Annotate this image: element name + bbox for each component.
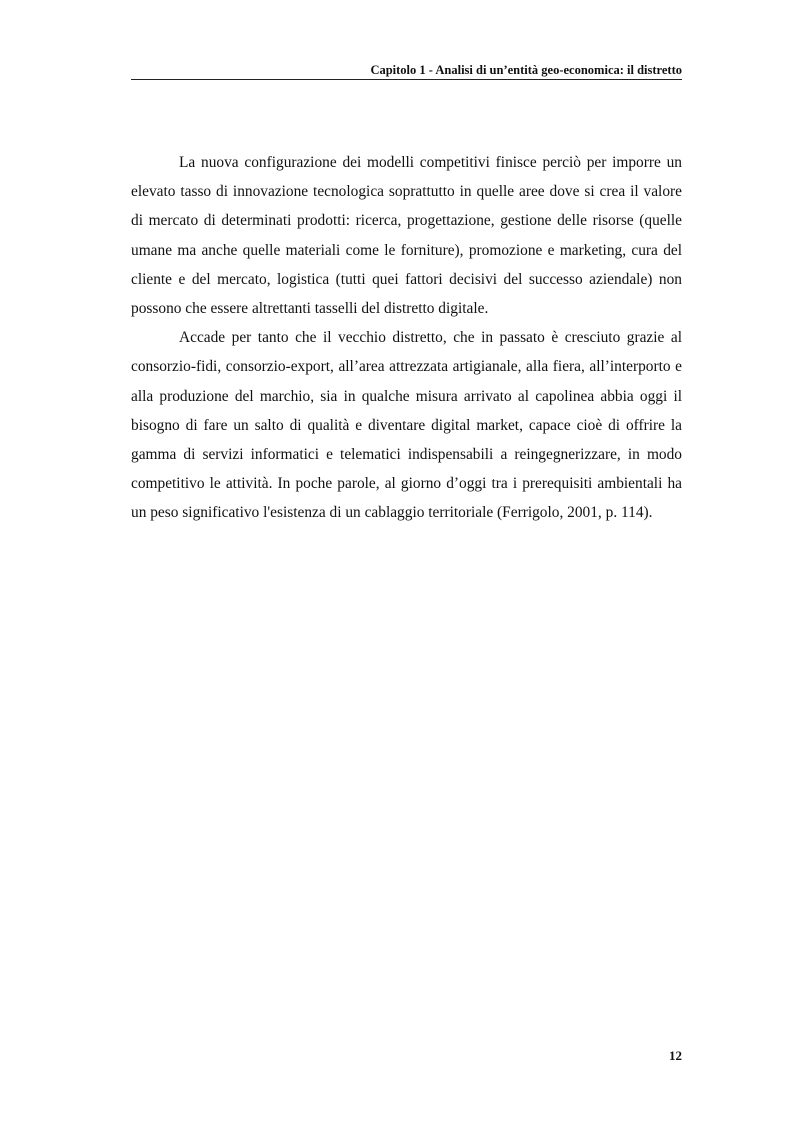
body-text	[131, 148, 682, 528]
paragraph-2: Accade per tanto che il vecchio distretto, che in passato è cresciuto grazie al consorzio-fidi, consorzio-export, all’area attrezzata artigianale, alla fiera, all’interporto e alla produzione del marchio, sia in qualche misura arrivato al capolinea abbia oggi il bisogno di fare un salto di qualità e diventare digital market, capace cioè di offrire la gamma di servizi informatici e telematici indispensabili a reingegnerizzare, in modo competitivo le attività. In poche parole, al giorno d’oggi tra i prerequisiti ambientali ha un peso significativo l'esistenza di un cablaggio territoriale (Ferrigolo, 2001, p. 114).	[131, 329, 682, 522]
running-header: Capitolo 1 - Analisi di un’entità geo-economica: il distretto	[370, 63, 682, 77]
header-rule	[131, 79, 682, 80]
page-number: 12	[669, 1048, 682, 1063]
paragraph-1: La nuova configurazione dei modelli competitivi finisce perciò per imporre un elevato tasso di innovazione tecnologica soprattutto in quelle aree dove si crea il valore di mercato di determinati prodotti: ricerca, progettazione, gestione delle risorse (quelle umane ma anche quelle materiali come le forniture), promozione e marketing, cura del cliente e del mercato, logistica (tutti quei fattori decisivi del successo aziendale) non possono che essere altrettanti tasselli del distretto digitale.	[131, 154, 682, 318]
